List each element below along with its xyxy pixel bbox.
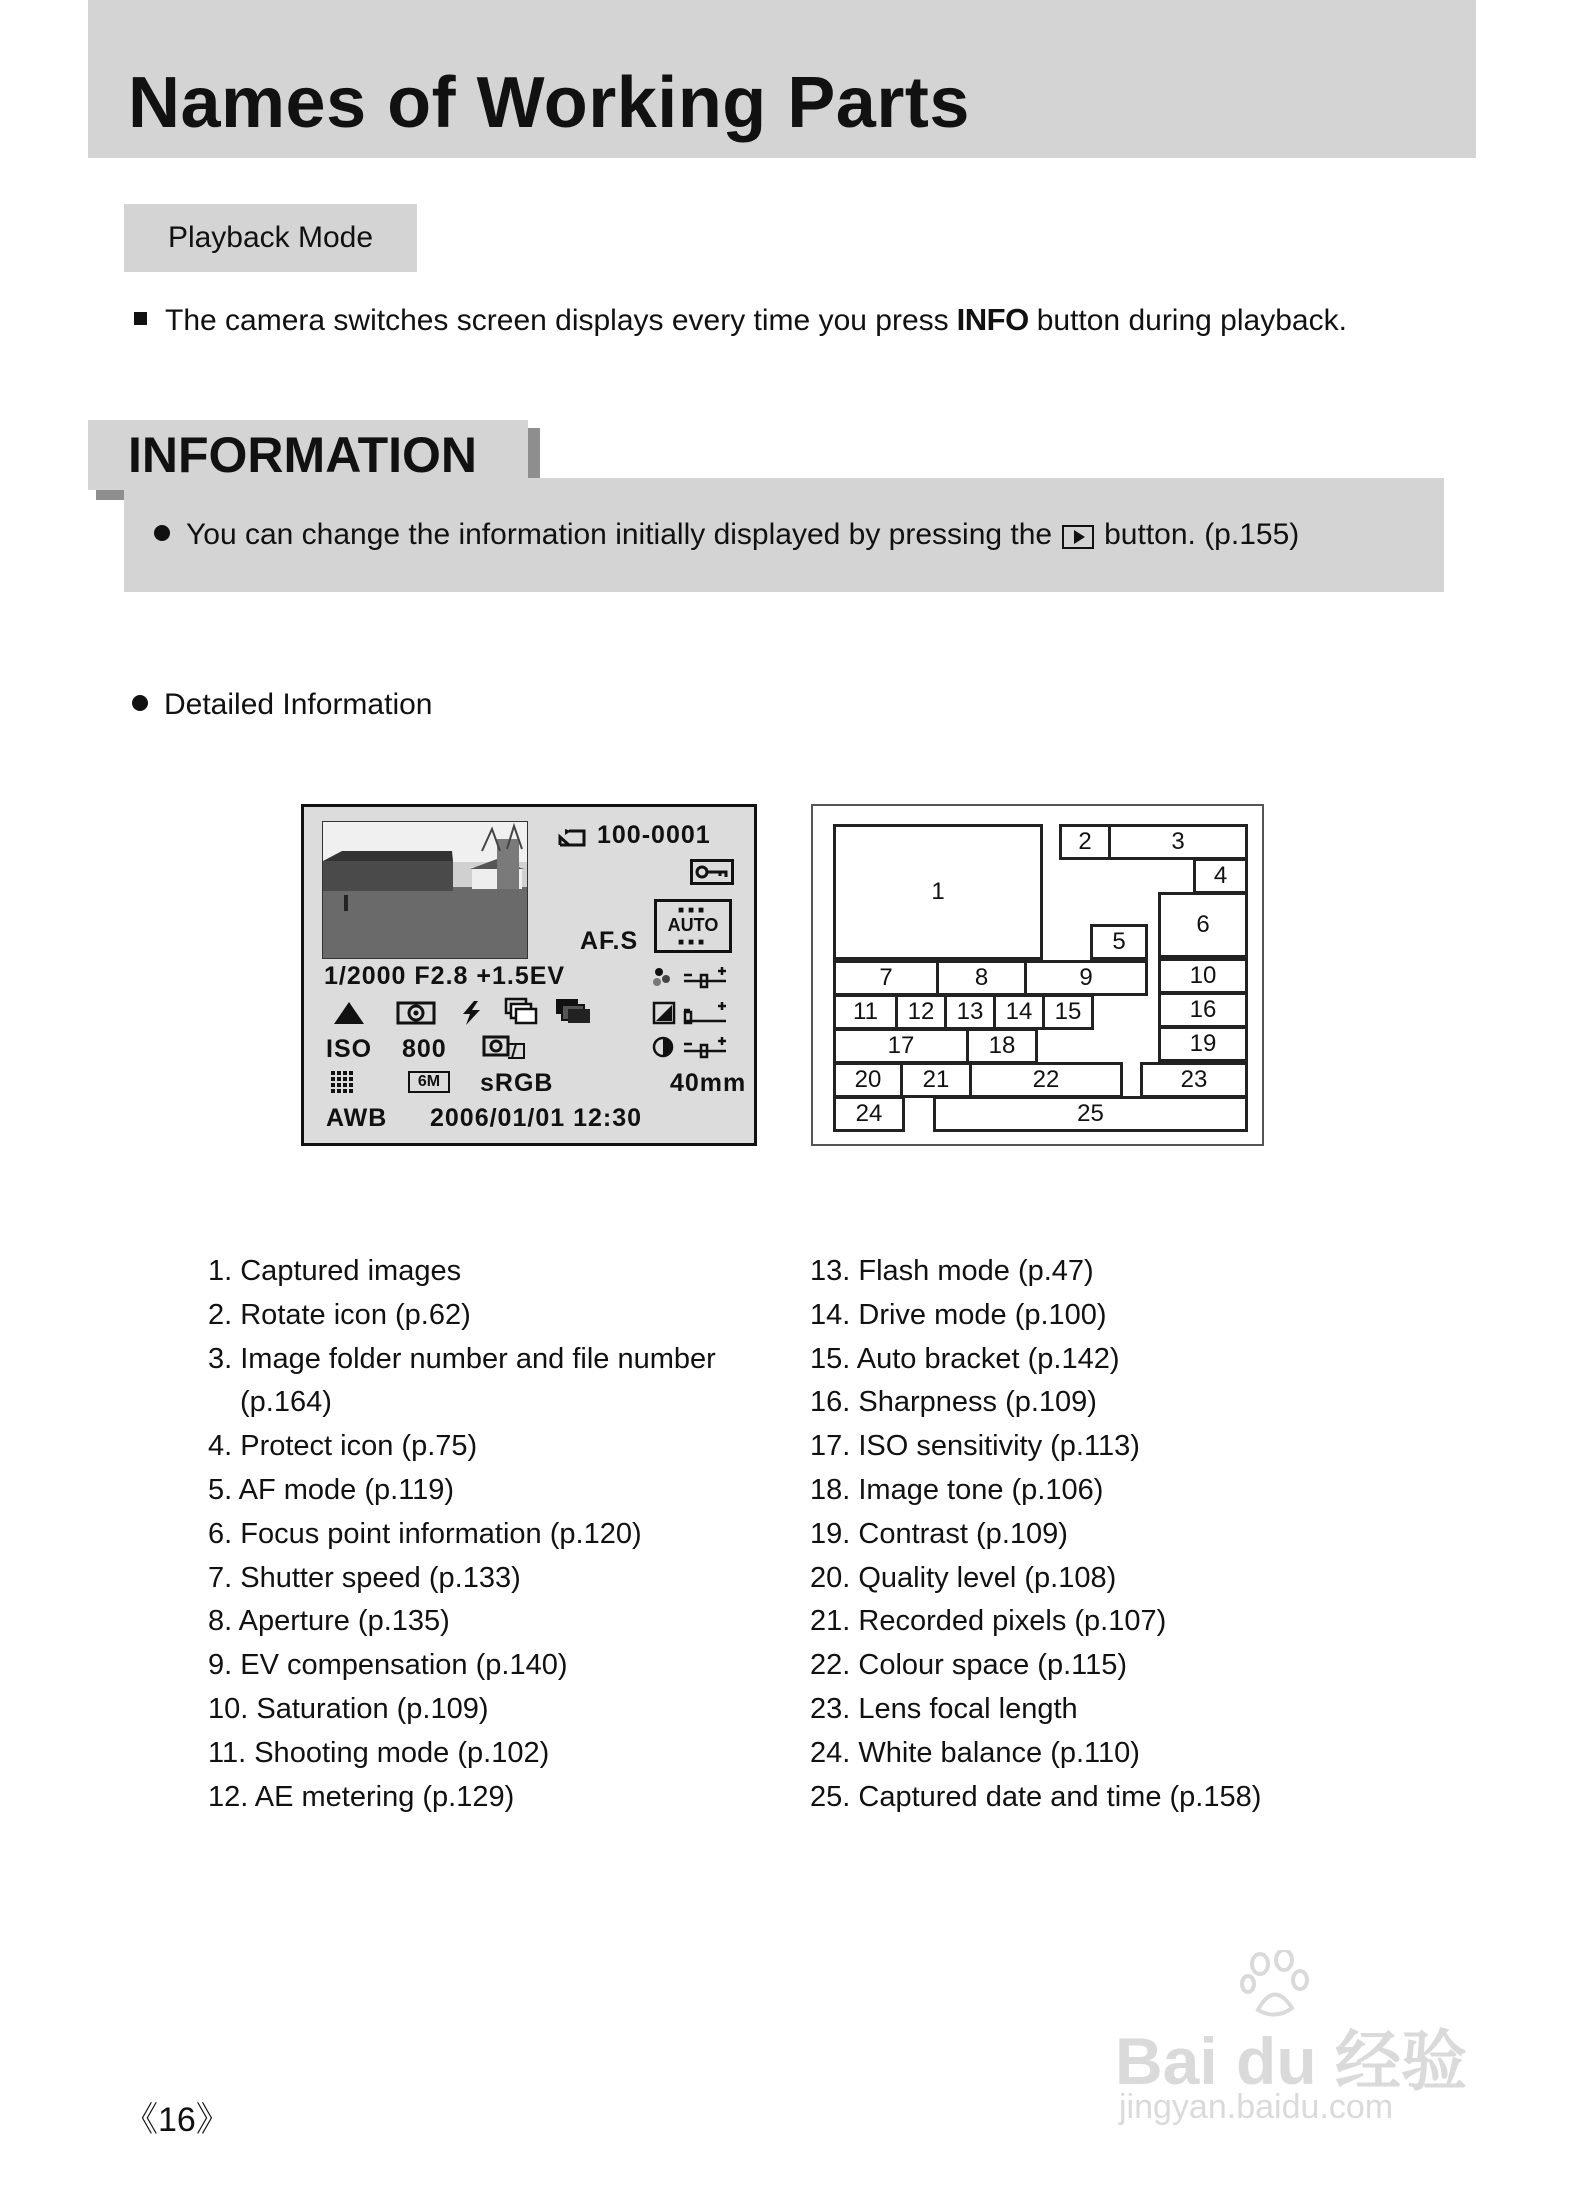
legend-item: 19. Contrast (p.109) bbox=[810, 1517, 1068, 1550]
legend-item: 12. AE metering (p.129) bbox=[208, 1780, 515, 1813]
map-cell-2: 2 bbox=[1059, 824, 1111, 860]
focal-length: 40mm bbox=[670, 1069, 747, 1097]
legend-item: 24. White balance (p.110) bbox=[810, 1736, 1140, 1769]
map-cell-18: 18 bbox=[966, 1028, 1038, 1064]
legend-item: 8. Aperture (p.135) bbox=[208, 1605, 450, 1638]
date-time: 2006/01/01 12:30 bbox=[430, 1104, 643, 1132]
legend-item: 21. Recorded pixels (p.107) bbox=[810, 1605, 1167, 1638]
focus-dots-top: ■■■ bbox=[677, 905, 709, 916]
legend-item: 15. Auto bracket (p.142) bbox=[810, 1342, 1120, 1375]
focus-point-label: AUTO bbox=[667, 915, 719, 935]
map-cell-1: 1 bbox=[833, 824, 1043, 960]
legend-item: 3. Image folder number and file number bbox=[208, 1342, 716, 1375]
rotate-icon bbox=[557, 825, 587, 851]
iso-value: 800 bbox=[402, 1035, 447, 1063]
legend-item: 23. Lens focal length bbox=[810, 1692, 1078, 1725]
information-heading: INFORMATION bbox=[88, 420, 528, 490]
legend-item-continuation: (p.164) bbox=[240, 1386, 332, 1419]
map-cell-3: 3 bbox=[1108, 824, 1248, 860]
lcd-detailed-display bbox=[301, 804, 757, 1146]
display-number-map bbox=[811, 804, 1264, 1146]
watermark-brand: Bai du 经验 bbox=[1115, 2024, 1468, 2098]
map-cell-20: 20 bbox=[833, 1062, 903, 1098]
info-button-label: INFO bbox=[956, 302, 1029, 337]
page-title: Names of Working Parts bbox=[128, 63, 970, 143]
protect-icon bbox=[690, 859, 734, 885]
legend-item: 4. Protect icon (p.75) bbox=[208, 1430, 478, 1463]
detailed-info-line bbox=[132, 688, 432, 722]
map-cell-17: 17 bbox=[833, 1028, 969, 1064]
detailed-info-label: Detailed Information bbox=[164, 688, 433, 721]
focus-point-box bbox=[654, 899, 732, 953]
legend-item: 6. Focus point information (p.120) bbox=[208, 1517, 642, 1550]
sharpness-icon bbox=[652, 1000, 740, 1026]
drive-mode-icon bbox=[504, 997, 538, 1025]
flash-mode-icon bbox=[460, 1000, 484, 1026]
map-cell-16: 16 bbox=[1158, 992, 1248, 1028]
map-cell-23: 23 bbox=[1140, 1062, 1248, 1098]
map-cell-19: 19 bbox=[1158, 1026, 1248, 1062]
legend-item: 17. ISO sensitivity (p.113) bbox=[810, 1430, 1140, 1463]
saturation-icon bbox=[652, 965, 740, 991]
legend-item: 2. Rotate icon (p.62) bbox=[208, 1298, 471, 1331]
map-cell-5: 5 bbox=[1090, 924, 1148, 960]
legend-item: 22. Colour space (p.115) bbox=[810, 1649, 1128, 1682]
map-cell-13: 13 bbox=[944, 994, 996, 1030]
legend-item: 18. Image tone (p.106) bbox=[810, 1473, 1104, 1506]
legend-item: 13. Flash mode (p.47) bbox=[810, 1255, 1094, 1287]
information-note bbox=[154, 518, 1299, 552]
map-cell-22: 22 bbox=[969, 1062, 1123, 1098]
focus-dots-bottom: ■■■ bbox=[677, 937, 709, 948]
legend-item: 5. AF mode (p.119) bbox=[208, 1473, 455, 1506]
playback-mode-tab: Playback Mode bbox=[124, 204, 417, 272]
shooting-mode-icon bbox=[332, 1000, 366, 1026]
map-cell-6: 6 bbox=[1158, 892, 1248, 958]
legend-item: 10. Saturation (p.109) bbox=[208, 1692, 489, 1725]
ae-metering-icon bbox=[396, 1000, 436, 1026]
legend-item: 20. Quality level (p.108) bbox=[810, 1561, 1117, 1594]
image-tone-icon bbox=[482, 1034, 528, 1060]
exposure-values: 1/2000 F2.8 +1.5EV bbox=[324, 962, 566, 990]
legend-list-left bbox=[208, 1250, 716, 1819]
map-cell-25: 25 bbox=[933, 1096, 1248, 1132]
note-text-before: You can change the information initially displayed by pressing the bbox=[186, 518, 1053, 551]
square-bullet-icon bbox=[134, 312, 147, 325]
recorded-pixels-badge: 6M bbox=[408, 1071, 450, 1093]
map-cell-21: 21 bbox=[900, 1062, 972, 1098]
auto-bracket-icon bbox=[554, 997, 592, 1025]
legend-item: 16. Sharpness (p.109) bbox=[810, 1386, 1097, 1419]
legend-item: 7. Shutter speed (p.133) bbox=[208, 1561, 521, 1594]
contrast-icon bbox=[652, 1035, 740, 1061]
colour-space: sRGB bbox=[480, 1069, 554, 1097]
round-bullet-icon bbox=[154, 525, 170, 541]
iso-label: ISO bbox=[326, 1035, 373, 1063]
map-cell-11: 11 bbox=[833, 994, 898, 1030]
map-cell-15: 15 bbox=[1042, 994, 1094, 1030]
legend-item: 14. Drive mode (p.100) bbox=[810, 1298, 1107, 1331]
intro-text-before: The camera switches screen displays every time you press bbox=[165, 304, 949, 337]
white-balance: AWB bbox=[326, 1104, 388, 1132]
map-cell-14: 14 bbox=[993, 994, 1045, 1030]
quality-level-icon bbox=[330, 1070, 354, 1094]
note-text-after: button. (p.155) bbox=[1104, 518, 1300, 551]
af-mode: AF.S bbox=[580, 927, 639, 955]
page-number: 《16》 bbox=[124, 2101, 230, 2139]
play-button-icon bbox=[1062, 525, 1094, 549]
map-cell-4: 4 bbox=[1193, 858, 1248, 894]
legend-item: 25. Captured date and time (p.158) bbox=[810, 1780, 1262, 1813]
captured-image-thumbnail bbox=[322, 821, 528, 959]
legend-item: 11. Shooting mode (p.102) bbox=[208, 1736, 550, 1769]
map-cell-9: 9 bbox=[1024, 960, 1148, 996]
file-number: 100-0001 bbox=[597, 821, 711, 849]
legend-list-right bbox=[810, 1250, 1261, 1819]
map-cell-7: 7 bbox=[833, 960, 939, 996]
intro-text-after: button during playback. bbox=[1036, 304, 1347, 337]
baidu-watermark bbox=[1115, 1950, 1495, 2130]
map-cell-10: 10 bbox=[1158, 958, 1248, 994]
legend-item: 1. Captured images bbox=[208, 1255, 462, 1287]
round-bullet-icon bbox=[132, 695, 148, 711]
map-cell-8: 8 bbox=[936, 960, 1027, 996]
legend-item: 9. EV compensation (p.140) bbox=[208, 1649, 568, 1682]
map-cell-24: 24 bbox=[833, 1096, 905, 1132]
watermark-url: jingyan.baidu.com bbox=[1119, 2088, 1394, 2126]
map-cell-12: 12 bbox=[895, 994, 947, 1030]
intro-line bbox=[134, 302, 1347, 338]
